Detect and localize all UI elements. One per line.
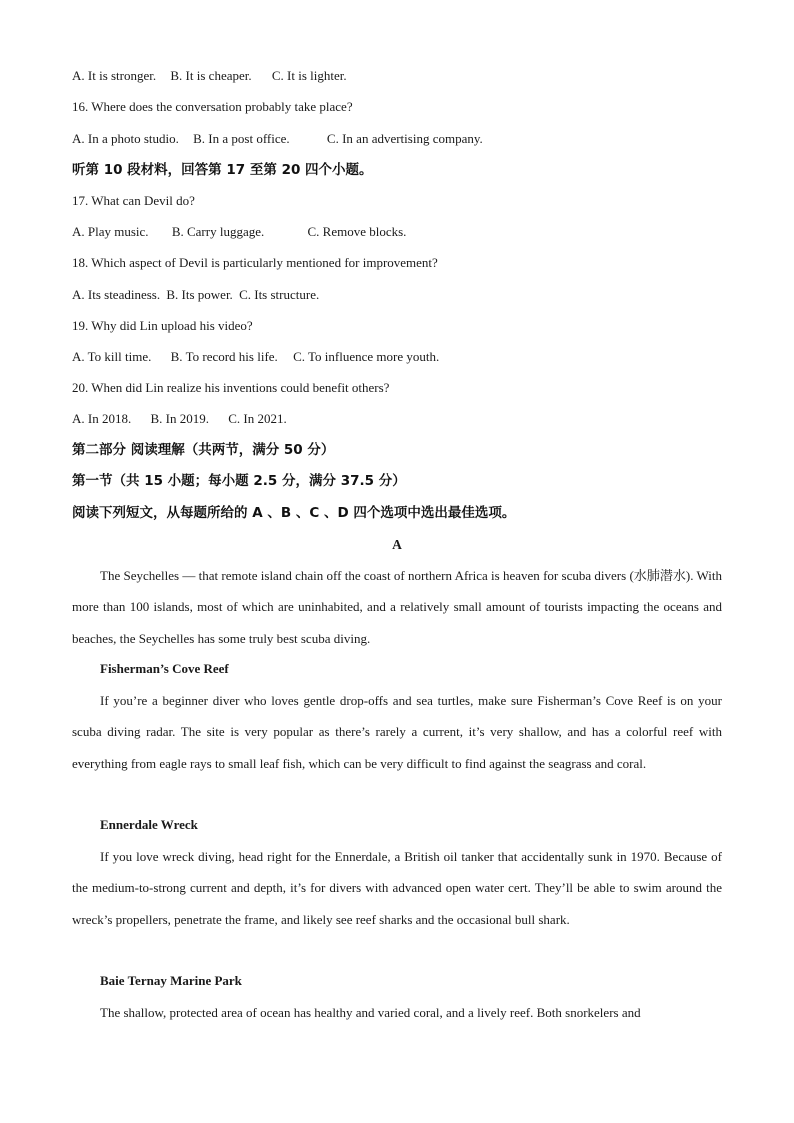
q18-option-b: B. Its power. [166,287,233,302]
reading-instruction: 阅读下列短文，从每题所给的 A 、B 、C 、D 四个选项中选出最佳选项。 [72,505,516,521]
site3-title: Baie Ternay Marine Park [100,973,242,988]
q17-stem: 17. What can Devil do? [72,193,195,208]
q15-options [72,67,732,85]
site2-text: If you love wreck diving, head right for the Ennerdale, a British oil tanker that accidentally sunk in 1970. Because of the medium-to-strong current and depth, it’s for divers with advanced open water cert. They’ll be able to swim around the wreck’s propellers, penetrate the frame, and likely see reef sharks and the occasional bull shark. [72,849,722,927]
site1-text: If you’re a beginner diver who loves gentle drop-offs and sea turtles, make sure Fisherman’s Cove Reef is on your scuba diving radar. The site is very popular as there’s rarely a current, it’s very shallow, and has a colorful reef with everything from eagle rays to small leaf fish, which can be very difficult to find against the seagrass and coral. [72,693,722,771]
q17-option-b: B. Carry luggage. [171,224,265,239]
site2-title: Ennerdale Wreck [100,817,198,832]
q19-stem: 19. Why did Lin upload his video? [72,318,253,333]
q17-options [72,223,732,241]
q15-option-c: C. It is lighter. [271,68,347,83]
q20-stem: 20. When did Lin realize his inventions could benefit others? [72,380,390,395]
site3-text: The shallow, protected area of ocean has healthy and varied coral, and a lively reef. Both snorkelers and [100,1005,641,1020]
q20-option-a: A. In 2018. [72,411,132,426]
listening-instruction: 听第 10 段材料，回答第 17 至第 20 四个小题。 [72,162,373,178]
q19-option-b: B. To record his life. [170,349,278,364]
q17-option-c: C. Remove blocks. [307,224,407,239]
q19-option-a: A. To kill time. [72,349,152,364]
q16-option-c: C. In an advertising company. [326,131,483,146]
q17-option-a: A. Play music. [72,224,149,239]
part2-title: 第二部分 阅读理解（共两节，满分 50 分） [72,442,335,458]
q18-option-c: C. Its structure. [239,287,320,302]
passage-intro: The Seychelles — that remote island chain off the coast of northern Africa is heaven for scuba divers (水肺潜水). With more than 100 islands, most of which are uninhabited, and a relatively small amount of tourists impacting the oceans and beaches, the Seychelles has some truly best scuba diving. [72,568,722,646]
q16-option-a: A. In a photo studio. [72,131,179,146]
q16-options [72,130,732,148]
q20-option-b: B. In 2019. [150,411,209,426]
q18-stem: 18. Which aspect of Devil is particularly mentioned for improvement? [72,255,438,270]
q18-option-a: A. Its steadiness. [72,287,161,302]
q15-option-a: A. It is stronger. [72,68,157,83]
q19-options [72,348,732,366]
q19-option-c: C. To influence more youth. [293,349,440,364]
section1-title: 第一节（共 15 小题；每小题 2.5 分，满分 37.5 分） [72,473,406,489]
q15-option-b: B. It is cheaper. [170,68,252,83]
q20-options [72,410,732,428]
q16-option-b: B. In a post office. [193,131,290,146]
site1-title: Fisherman’s Cove Reef [100,661,229,676]
q20-option-c: C. In 2021. [228,411,287,426]
q16-stem: 16. Where does the conversation probably take place? [72,99,353,114]
q18-options [72,286,732,304]
passage-label: A [392,537,402,552]
